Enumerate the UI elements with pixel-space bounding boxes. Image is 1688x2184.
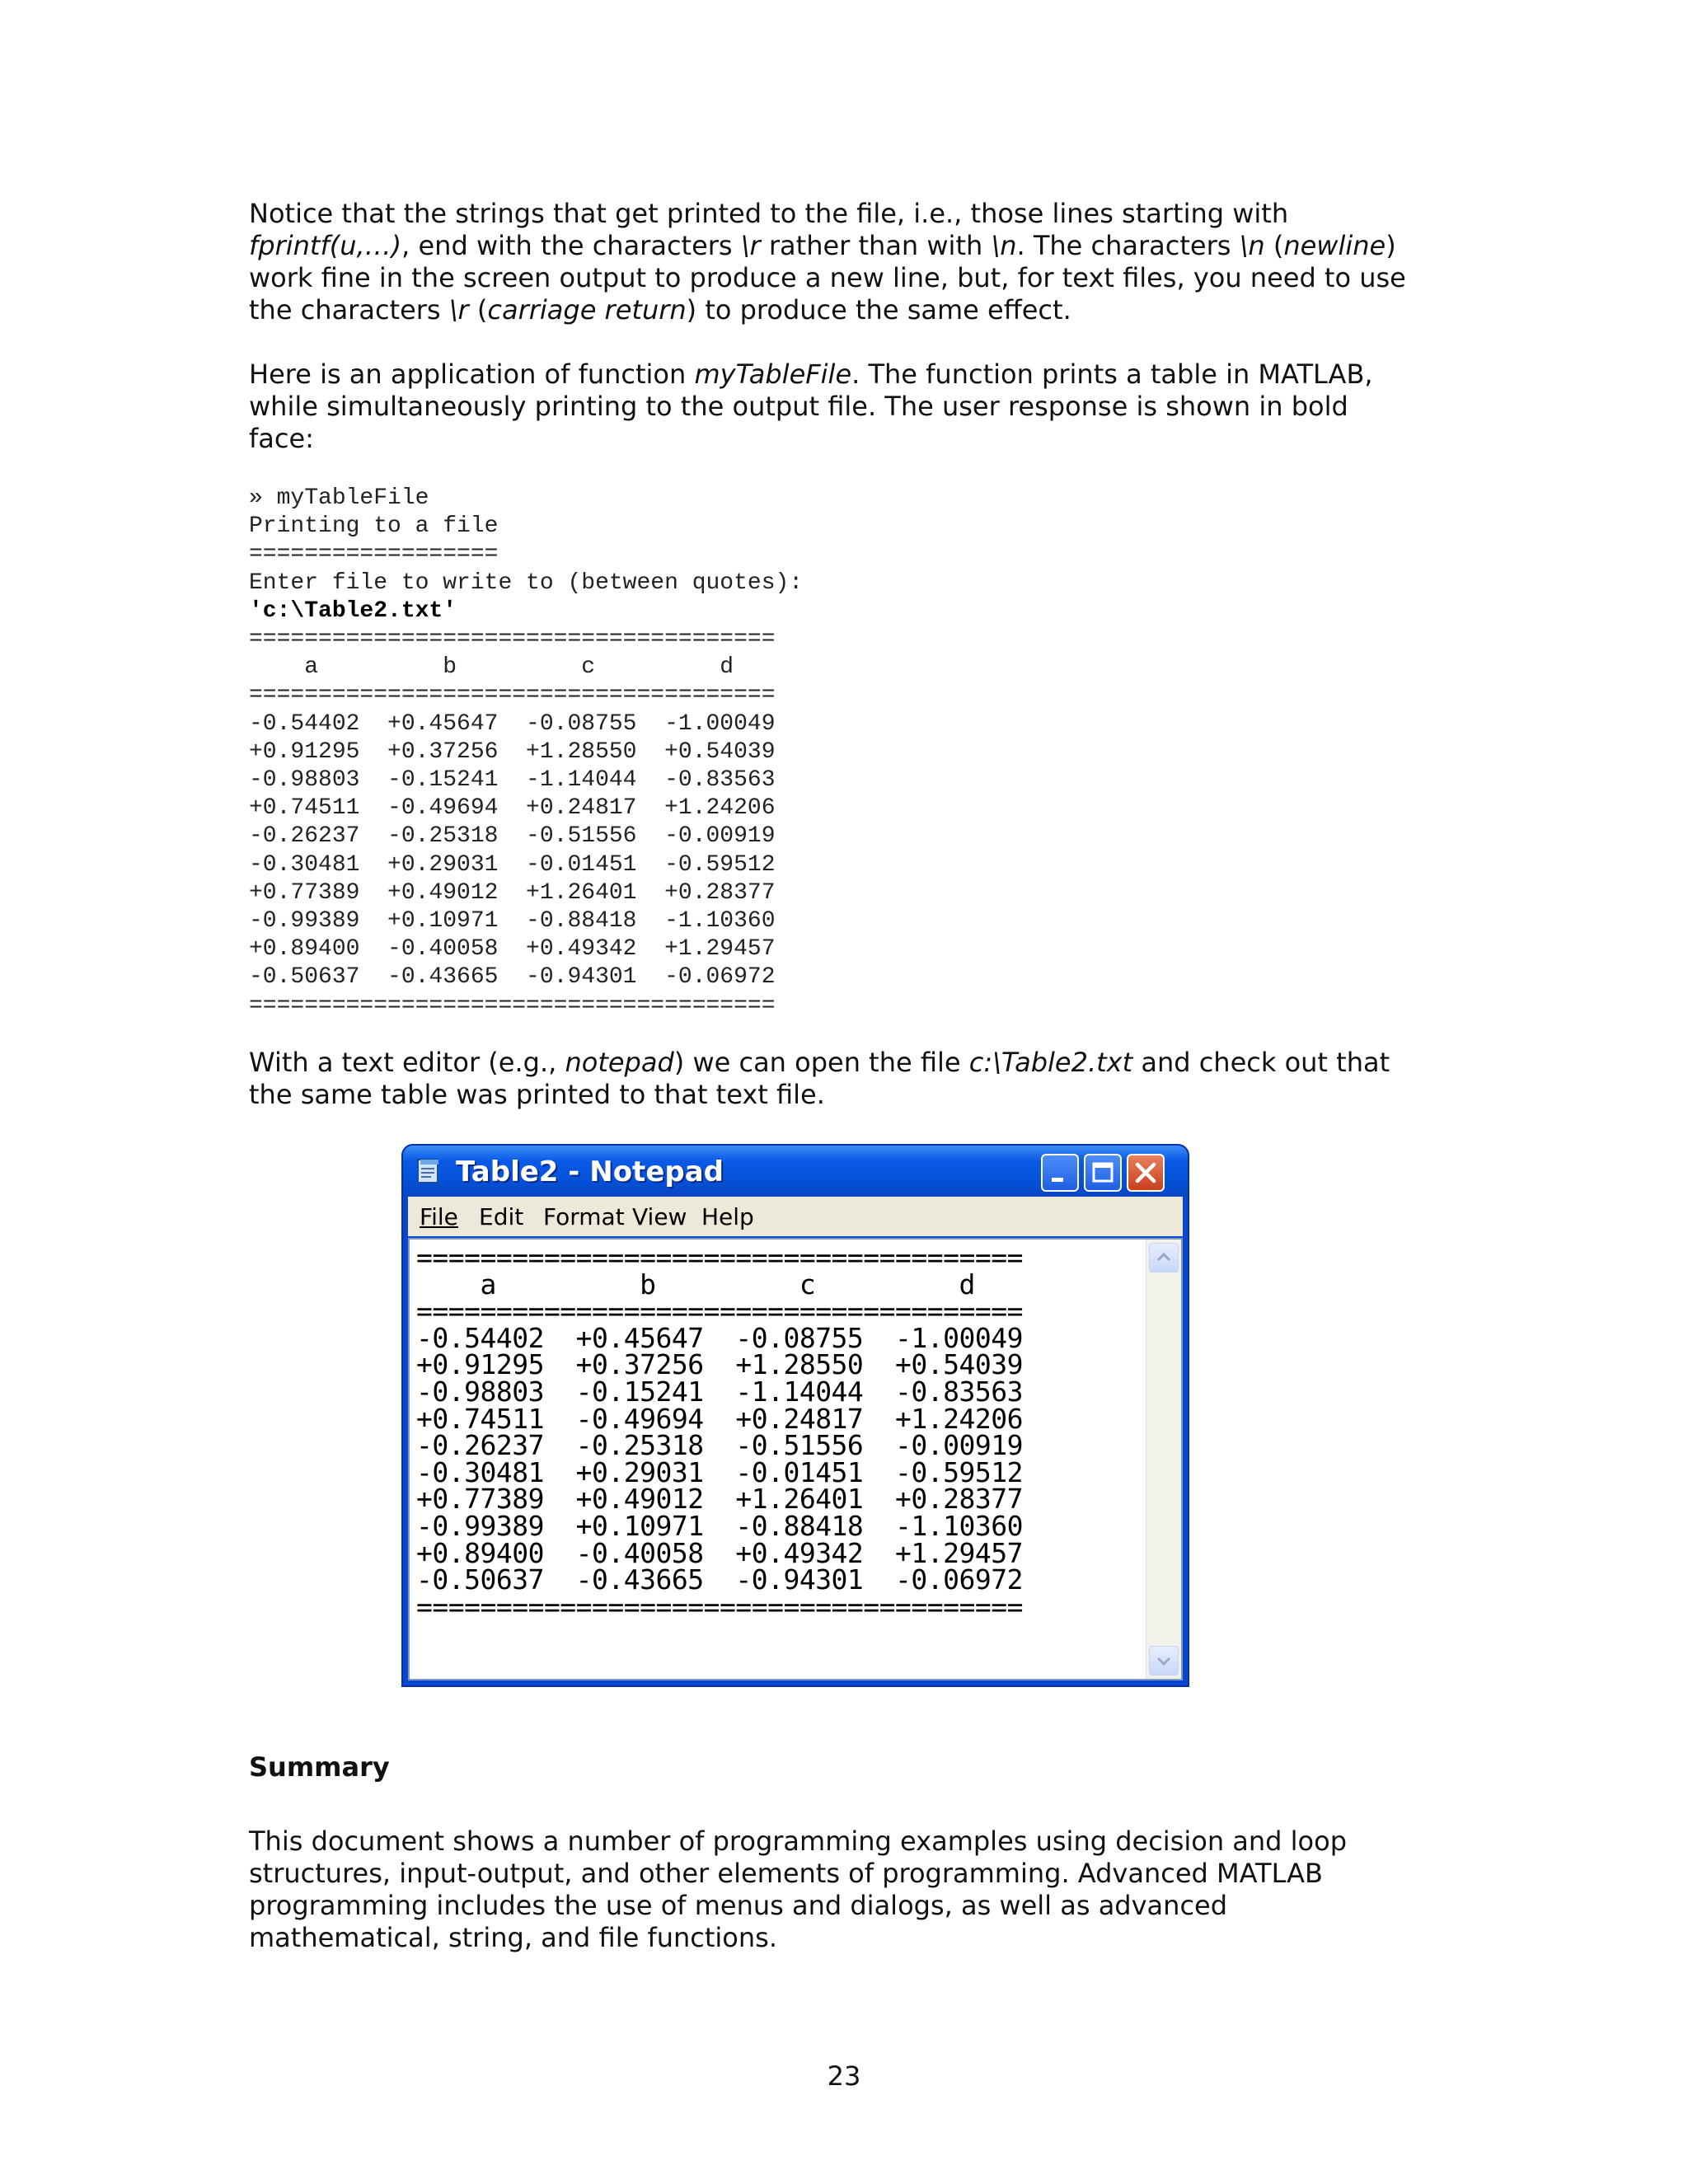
- italic-run: \r: [740, 230, 761, 261]
- text-run: ) to produce the same effect.: [686, 294, 1071, 326]
- close-button[interactable]: [1127, 1154, 1165, 1192]
- text-run: , end with the characters: [401, 230, 741, 261]
- text-run: . The characters: [1016, 230, 1240, 261]
- menu-label: Edit: [479, 1203, 524, 1230]
- summary-heading: Summary: [249, 1751, 390, 1783]
- console-table: ====================================== a b c d ====================================== -0.54402 +0.45647 -0.08755 -1.00049 +0.91295 +0.37256 +1.28550 +0.54039 -0.98803 -0.15241 -1.14044 -0.83563 +0.74511 -0.49694 +0.24817 +1.24206 -0.26237 -0.25318 -0.51556 -0.00919 -0.30481 +0.29031 -0.01451 -0.59512 +0.77389 +0.49012 +1.26401 +0.28377 -0.99389 +0.10971 -0.88418 -1.10360 +0.89400 -0.40058 +0.49342 +1.29457 -0.50637 -0.43665 -0.94301 -0.06972 ======================================: [249, 626, 776, 1019]
- menu-edit[interactable]: [479, 1203, 523, 1230]
- maximize-icon: [1085, 1155, 1120, 1190]
- text-run: ) work fine in the screen output to produce a new line, but, for text files, you need to use the characters: [249, 230, 1406, 326]
- menu-format[interactable]: [543, 1203, 625, 1230]
- paragraph-summary: This document shows a number of programming examples using decision and loop structures, input-output, and other elements of programming. Advanced MATLAB programming includes the use of menus and dialogs, as well as advanced mathematical, string, and file functions.: [249, 1825, 1348, 1953]
- italic-run: carriage return: [487, 294, 687, 326]
- italic-run: \r: [448, 294, 469, 326]
- paragraph-application-intro: [249, 359, 1419, 455]
- paragraph-fprintf-note: [249, 198, 1419, 326]
- close-icon: [1128, 1155, 1163, 1190]
- console-user-input: 'c:\Table2.txt': [249, 598, 457, 624]
- menu-view[interactable]: [632, 1203, 687, 1230]
- italic-run: \n: [1239, 230, 1265, 261]
- menu-label: Format: [543, 1203, 625, 1230]
- text-run: . The function prints a table in MATLAB, while simultaneously printing to the output file. The user response is shown in bold face:: [249, 359, 1373, 454]
- menu-label: File: [420, 1203, 458, 1230]
- text-run: (: [468, 294, 488, 326]
- text-run: ) we can open the file: [673, 1047, 969, 1078]
- paragraph-text-editor: [249, 1047, 1419, 1111]
- notepad-text-area[interactable]: [408, 1238, 1183, 1680]
- italic-run: myTableFile: [694, 359, 852, 390]
- menu-help[interactable]: [701, 1203, 754, 1230]
- text-run: and check out that the same table was printed to that text file.: [249, 1047, 1390, 1110]
- menu-label: Help: [701, 1203, 754, 1230]
- text-run: (: [1264, 230, 1284, 261]
- text-run: Notice that the strings that get printed to the file, i.e., those lines starting with: [249, 198, 1289, 229]
- console-text: » myTableFile Printing to a file ================== Enter file to write to (between quotes):: [249, 485, 804, 596]
- scroll-down-button[interactable]: [1149, 1646, 1179, 1675]
- maximize-button[interactable]: [1084, 1154, 1122, 1192]
- italic-run: \n: [991, 230, 1017, 261]
- text-run: With a text editor (e.g.,: [249, 1047, 565, 1078]
- menu-bar: [408, 1197, 1183, 1236]
- menu-label: View: [632, 1203, 687, 1230]
- italic-run: notepad: [565, 1047, 674, 1078]
- scroll-up-icon: [1150, 1244, 1178, 1272]
- scroll-down-icon: [1150, 1647, 1178, 1675]
- italic-run: newline: [1283, 230, 1386, 261]
- italic-run: fprintf(u,…): [249, 230, 402, 261]
- italic-run: c:\Table2.txt: [968, 1047, 1133, 1078]
- vertical-scrollbar[interactable]: [1146, 1240, 1181, 1679]
- minimize-button[interactable]: [1041, 1154, 1079, 1192]
- page-number: 23: [827, 2060, 861, 2092]
- console-output: [249, 485, 803, 1020]
- title-bar[interactable]: [403, 1146, 1188, 1197]
- text-run: Here is an application of function: [249, 359, 695, 390]
- notepad-window: [401, 1144, 1189, 1687]
- window-title: Table2 - Notepad: [456, 1155, 724, 1188]
- notepad-content[interactable]: ====================================== a b c d ====================================== -0.54402 +0.45647 -0.08755 -1.00049 +0.91295 +0.37256 +1.28550 +0.54039 -0.98803 -0.15241 -1.14044 -0.83563 +0.74511 -0.49694 +0.24817 +1.24206 -0.26237 -0.25318 -0.51556 -0.00919 -0.30481 +0.29031 -0.01451 -0.59512 +0.77389 +0.49012 +1.26401 +0.28377 -0.99389 +0.10971 -0.88418 -1.10360 +0.89400 -0.40058 +0.49342 +1.29457 -0.50637 -0.43665 -0.94301 -0.06972 ======================================: [416, 1241, 1023, 1623]
- scroll-up-button[interactable]: [1149, 1243, 1179, 1272]
- text-run: rather than with: [760, 230, 992, 261]
- notepad-icon[interactable]: [415, 1157, 443, 1185]
- minimize-icon: [1043, 1155, 1077, 1190]
- menu-file[interactable]: [420, 1203, 458, 1230]
